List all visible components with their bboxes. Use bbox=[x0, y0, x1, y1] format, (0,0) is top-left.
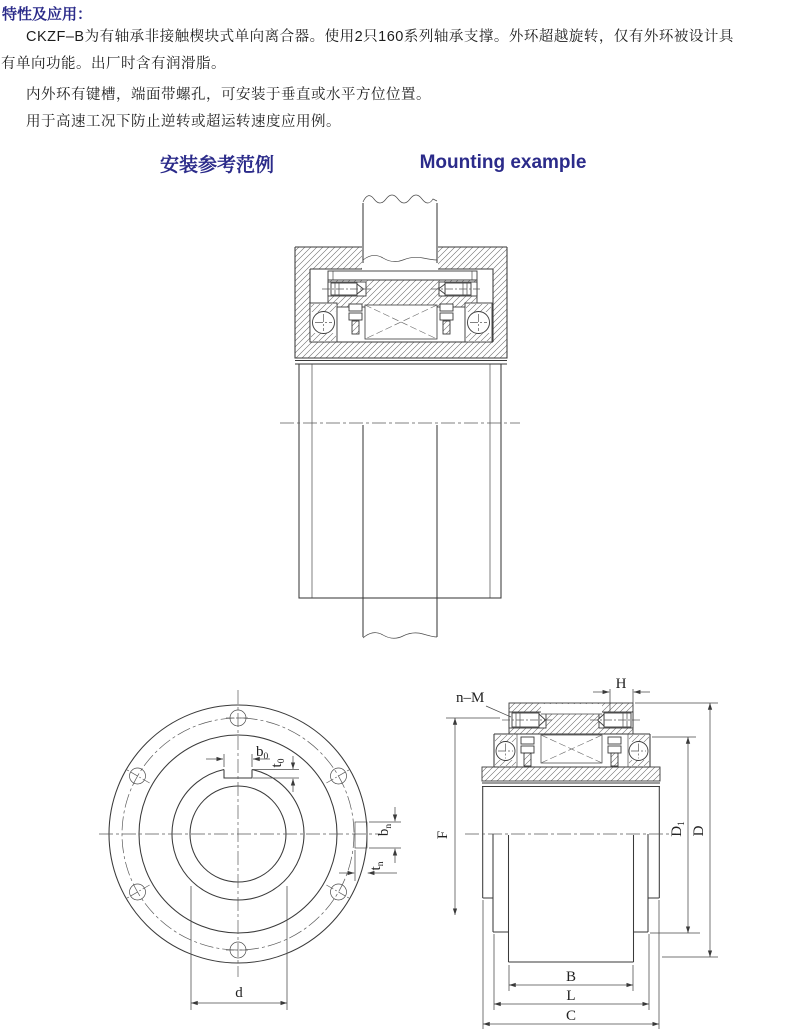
driven-sleeve bbox=[299, 364, 501, 598]
paragraph-line: 有单向功能。出厂时含有润滑脂。 bbox=[1, 56, 226, 72]
side-section-view bbox=[435, 676, 718, 1029]
od-keyway bbox=[355, 822, 367, 848]
dim-bolt-hole-depth bbox=[593, 676, 650, 703]
bearing-left bbox=[310, 303, 337, 342]
dim-label-t0: $t_0$ bbox=[269, 758, 287, 768]
dim-label-bn: $b_n$ bbox=[376, 823, 394, 837]
input-shaft bbox=[363, 195, 437, 263]
sprag-left bbox=[349, 304, 362, 334]
flange-section bbox=[482, 767, 660, 781]
paragraph-line: 用于高速工况下防止逆转或超运转速度应用例。 bbox=[26, 114, 341, 130]
bearing-right bbox=[465, 303, 492, 342]
inner-ring-box bbox=[365, 305, 437, 339]
section-title: 特性及应用： bbox=[2, 6, 93, 23]
dim-label-L: L bbox=[566, 988, 576, 1004]
dim-od-keyway-width bbox=[369, 807, 401, 863]
paragraph-line: CKZF–B为有轴承非接触楔块式单向离合器。使用2只160系列轴承支撑。外环超越旋转，仅有外环被设计具 bbox=[26, 29, 734, 45]
paragraph-line: 内外环有键槽，端面带螺孔，可安装于垂直或水平方位位置。 bbox=[26, 87, 431, 103]
dim-label-D: D bbox=[691, 825, 707, 837]
dim-label-b0: $b_0$ bbox=[256, 744, 269, 762]
dim-label-d: d bbox=[235, 985, 243, 1001]
dim-label-tn: $t_n$ bbox=[368, 861, 386, 871]
dim-bore-keyway-depth bbox=[253, 756, 299, 792]
dim-label-nM: n–M bbox=[456, 690, 485, 706]
cylinder-body bbox=[482, 783, 660, 962]
front-view bbox=[99, 690, 401, 1010]
clutch-top-plate bbox=[328, 271, 477, 280]
callout-bolt-spec bbox=[456, 690, 511, 717]
sprag-right bbox=[440, 304, 453, 334]
dim-label-H: H bbox=[615, 676, 627, 692]
dim-overall-width bbox=[483, 900, 659, 1029]
bearing-row bbox=[494, 734, 650, 767]
dim-label-D1: $D_1$ bbox=[669, 821, 687, 837]
dim-bolt-circle bbox=[435, 718, 500, 915]
dim-label-B: B bbox=[565, 969, 577, 985]
dim-bore-diameter bbox=[191, 886, 287, 1010]
dim-od-keyway-depth bbox=[339, 850, 397, 881]
dim-label-C: C bbox=[565, 1008, 577, 1024]
heading-english: Mounting example bbox=[419, 152, 587, 173]
dim-label-F: F bbox=[435, 830, 451, 840]
mounting-example-view bbox=[280, 195, 520, 638]
heading-chinese: 安装参考范例 bbox=[159, 155, 274, 176]
output-shaft bbox=[363, 425, 437, 638]
